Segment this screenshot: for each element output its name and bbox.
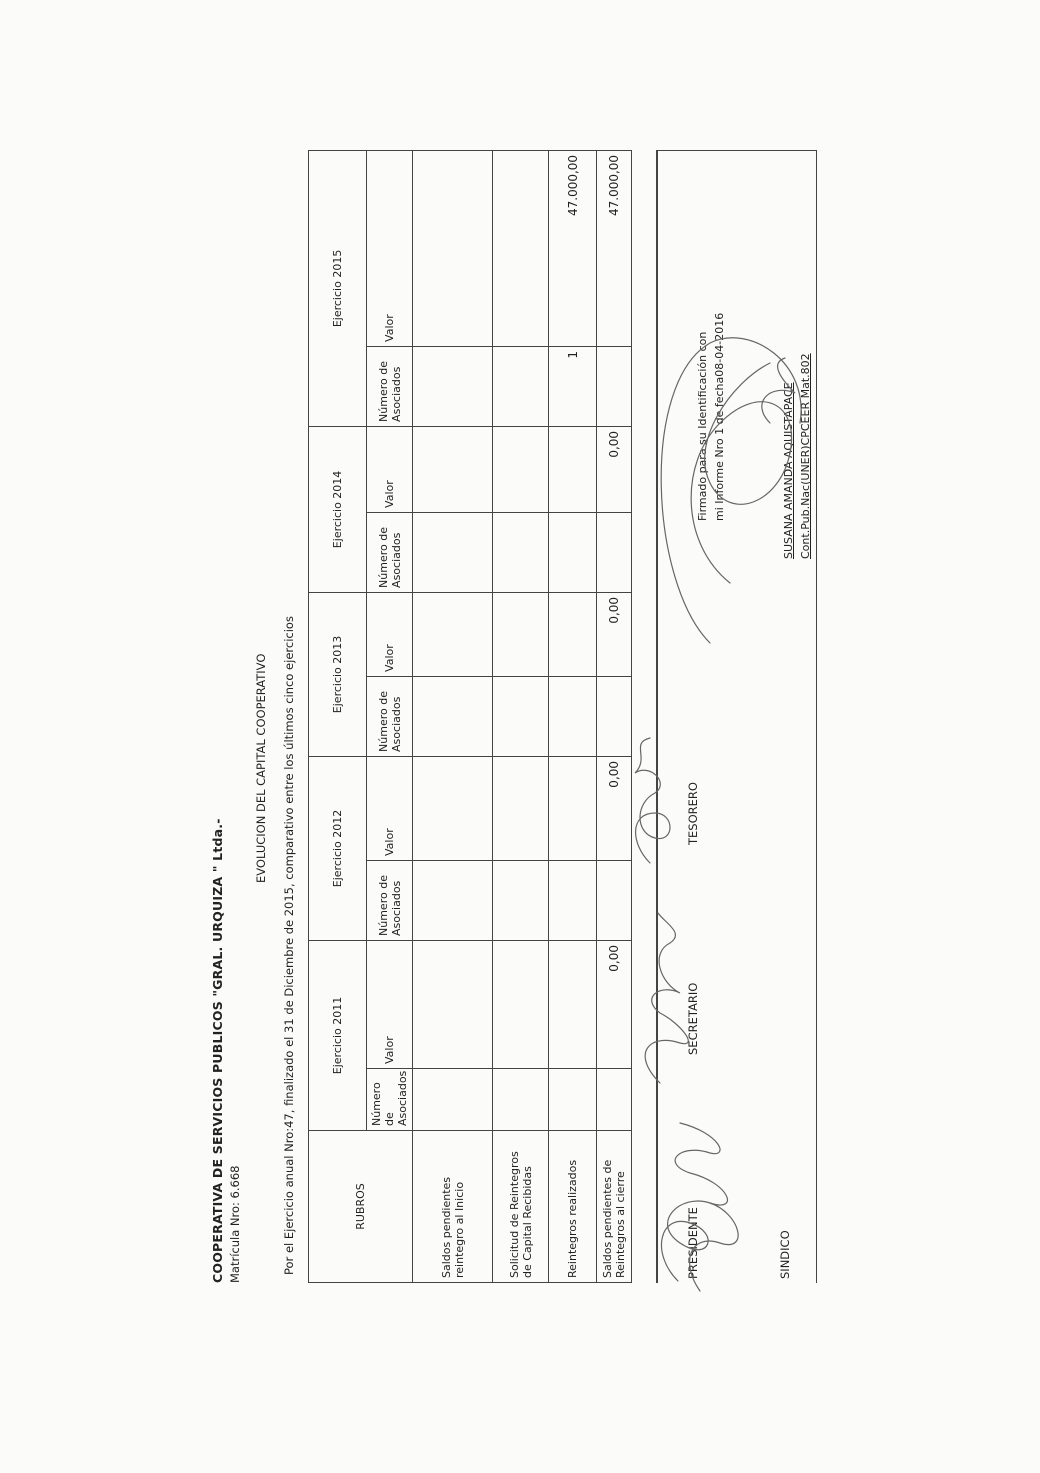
count-header-2011: Número de Asociados [367,1069,413,1131]
secretario-label: SECRETARIO [686,982,700,1055]
closing-value-2013: 0,00 [597,592,632,676]
report-title: EVOLUCION DEL CAPITAL COOPERATIVO [254,653,268,883]
year-2014-header: Ejercicio 2014 [309,426,367,592]
value-header-2015: Valor [367,150,413,346]
period-description: Por el Ejercicio anual Nro:47, finalizado el 31 de Diciembre de 2015, comparativo entre los últimos cinco ejercicios [282,616,296,1275]
auditor-signature-2 [661,338,801,643]
reintegros-value-2015: 47.000,00 [549,150,597,346]
reintegros-count-2015: 1 [549,346,597,426]
closing-value-2015: 47.000,00 [597,150,632,346]
auditor-registration: Cont.Pub.Nac(UNER)CPCEER Mat.802 [799,353,812,559]
year-2012-header: Ejercicio 2012 [309,756,367,940]
row-label-saldos-inicio: Saldos pendientes reintegro al Inicio [413,1131,493,1283]
count-header-2014: Número de Asociados [367,512,413,592]
value-header-2014: Valor [367,426,413,512]
row-label-solicitudes: Solicitud de Reintegros de Capital Recibidas [493,1131,549,1283]
auditor-signature-3 [762,358,795,423]
handwritten-signatures [210,151,820,1283]
closing-value-2014: 0,00 [597,426,632,512]
row-label-saldos-cierre: Saldos pendientes de Reintegros al cierre [597,1131,632,1283]
year-2013-header: Ejercicio 2013 [309,592,367,756]
secretario-signature [645,913,688,1083]
year-2011-header: Ejercicio 2011 [309,940,367,1130]
auditor-name: SUSANA AMANDA AQUISTAPACE [782,382,795,559]
closing-value-2011: 0,00 [597,940,632,1068]
closing-value-2012: 0,00 [597,756,632,860]
rubros-header: RUBROS [309,1131,413,1283]
value-header-2011: Valor [367,940,413,1068]
cooperative-name: COOPERATIVA DE SERVICIOS PUBLICOS "GRAL. URQUIZA " Ltda.- [210,818,225,1283]
presidente-label: PRESIDENTE [686,1207,700,1279]
presidente-signature [661,1123,727,1281]
sindico-label: SINDICO [778,1230,792,1279]
presidente-signature-2 [690,1203,739,1291]
rotated-document [210,151,820,1283]
value-header-2013: Valor [367,592,413,676]
certification-line-1: Firmado para su Identificación con [696,331,709,521]
year-2015-header: Ejercicio 2015 [309,150,367,426]
registration-number: Matrícula Nro: 6.668 [228,1165,242,1283]
tesorero-signature [635,738,670,863]
value-header-2012: Valor [367,756,413,860]
tesorero-label: TESORERO [686,782,700,845]
count-header-2015: Número de Asociados [367,346,413,426]
count-header-2012: Número de Asociados [367,860,413,940]
count-header-2013: Número de Asociados [367,676,413,756]
row-label-reintegros: Reintegros realizados [549,1131,597,1283]
auditor-signature [691,363,791,583]
certification-line-2: mi Informe Nro 1 de fecha08-04-2016 [713,312,726,521]
